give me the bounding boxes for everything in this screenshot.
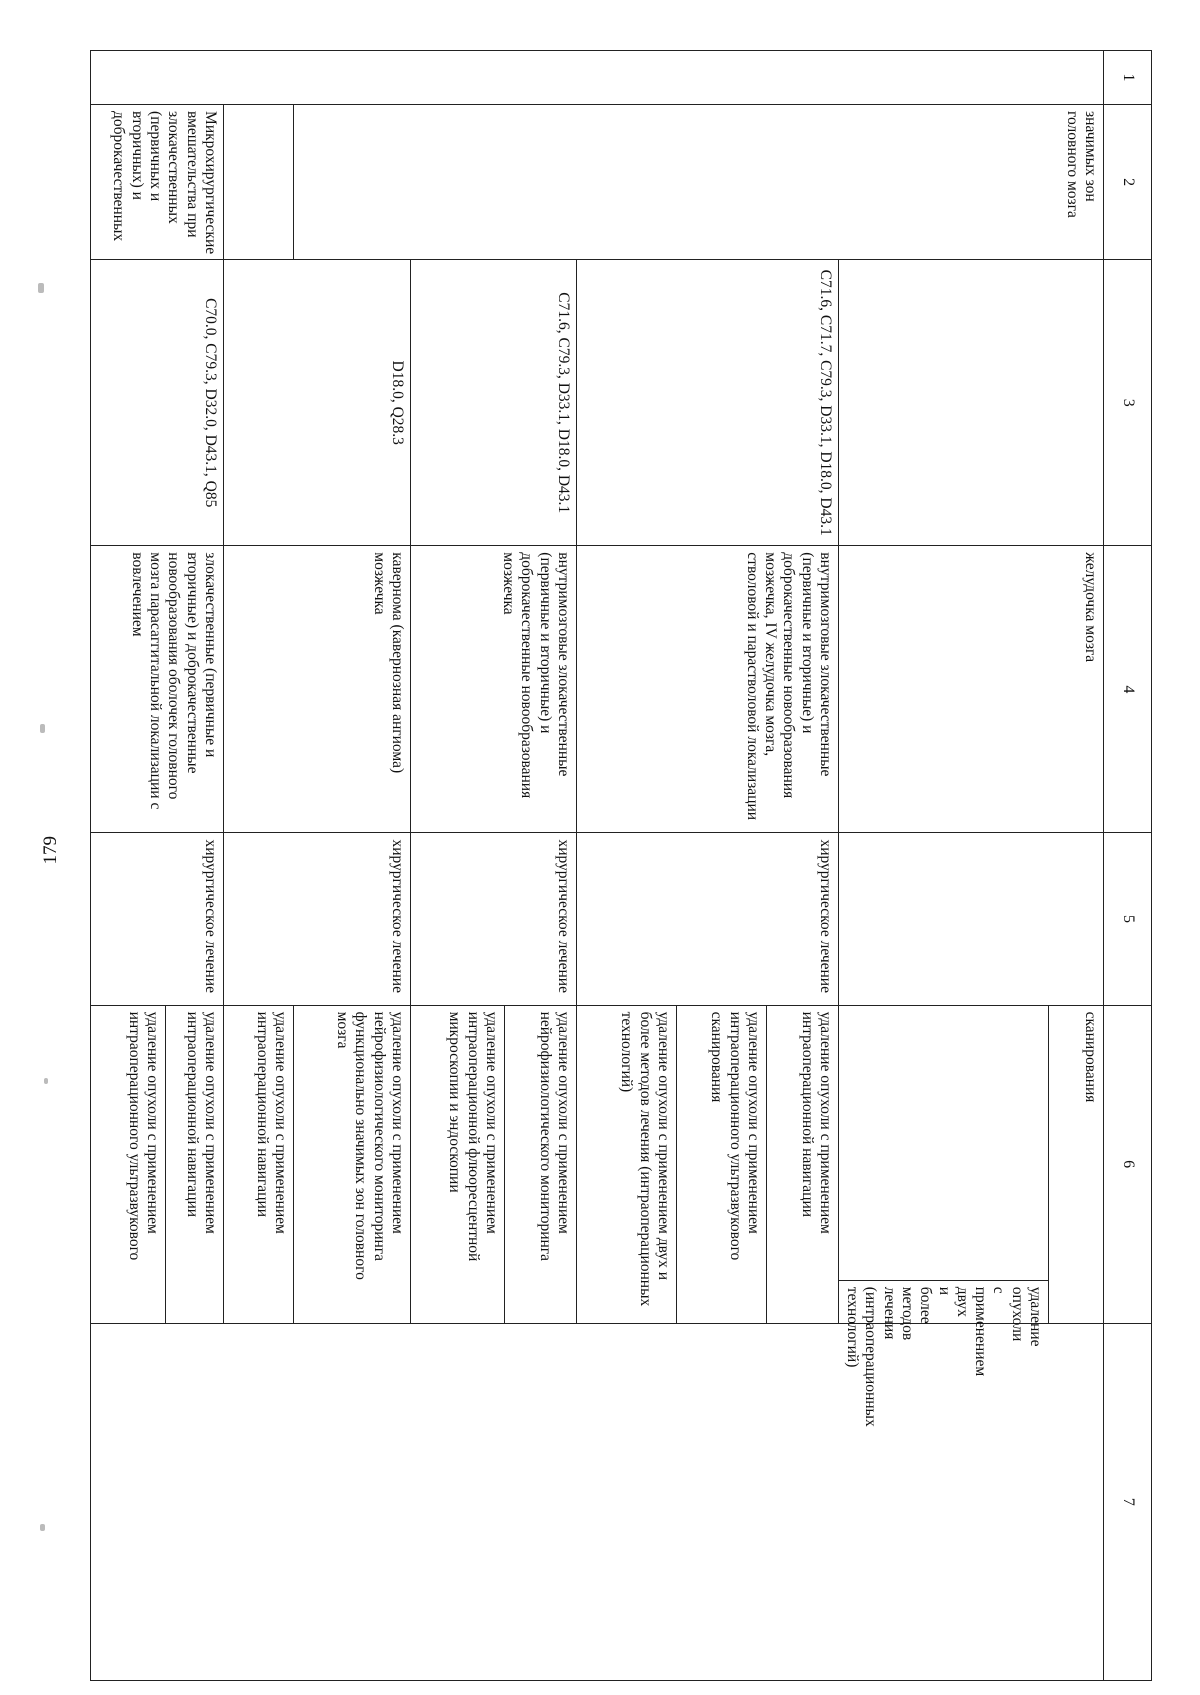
table-cell-method: удаление опухоли с применением двух и более методов лечения (интраоперационных технологий) (576, 1005, 676, 1323)
table-cell-method: удаление опухоли с применением нейрофизиологического мониторинга функционально значимых зон головного мозга (293, 1005, 410, 1323)
header-cell: 7 (1104, 1323, 1152, 1680)
table-cell-col6: удаление опухоли с применением двух и более методов лечения (интраоперационных технологий) (838, 1280, 1048, 1323)
medical-care-table (90, 50, 1152, 1681)
header-row (1104, 51, 1152, 1681)
table-cell-treatment-type: хирургическое лечение (576, 833, 838, 1005)
table-cell-col5 (838, 833, 1103, 1005)
table-cell-icd-codes: C71.6, C79.3, D33.1, D18.0, D43.1 (410, 260, 576, 546)
table-cell-col6: сканирования (1049, 1005, 1104, 1323)
table-cell-procedure-group: Микрохирургические вмешательства при злокачественных (первичных и вторичных) и доброкачественных (90, 105, 223, 260)
table-cell-icd-codes: C71.6, C71.7, C79.3, D33.1, D18.0, D43.1 (576, 260, 838, 546)
table-cell-method: удаление опухоли с применением интраоперационного ультразвукового сканирования (676, 1005, 766, 1323)
scan-speck (40, 1524, 45, 1531)
table-cell-method: удаление опухоли с применением интраоперационной навигации (766, 1005, 838, 1323)
table-cell-method: удаление опухоли с применением интраоперационной навигации (165, 1005, 223, 1323)
header-cell: 3 (1104, 260, 1152, 546)
table-cell-diagnosis: внутримозговые злокачественные (первичные и вторичные) и доброкачественные новообразования мозжечка (410, 546, 576, 833)
table-cell-icd-codes: C70.0, C79.3, D32.0, D43.1, Q85 (90, 260, 223, 546)
scan-speck (40, 724, 45, 733)
table-cell-method: удаление опухоли с применением интраоперационной флюоресцентной микроскопии и эндоскопии (410, 1005, 504, 1323)
table-cell-treatment-type: хирургическое лечение (223, 833, 410, 1005)
table-cell-col1 (90, 51, 1103, 105)
header-cell: 6 (1104, 1005, 1152, 1323)
table-cell-diagnosis: злокачественные (первичные и вторичные) и доброкачественные новообразования оболочек головного мозга парасаггитальной локализации с вовлечением (90, 546, 223, 833)
table-cell-diagnosis: внутримозговые злокачественные (первичные и вторичные) и доброкачественные новообразования мозжечка, IV желудочка мозга, стволовой и парастволовой локализации (576, 546, 838, 833)
table-cell-col7 (90, 1323, 1103, 1680)
scan-speck (38, 283, 44, 293)
table-cell-treatment-type: хирургическое лечение (90, 833, 223, 1005)
table-cell-col2: значимых зон головного мозга (293, 105, 1103, 260)
table-cell-icd-codes: D18.0, Q28.3 (223, 260, 410, 546)
header-cell: 5 (1104, 833, 1152, 1005)
table-cell-col2-blank (223, 105, 293, 260)
table-cell-diagnosis: кавернома (кавернозная ангиома) мозжечка (223, 546, 410, 833)
table-cell-col6-left-gap (838, 1005, 1048, 1280)
table-cell-col3 (838, 260, 1103, 546)
header-cell: 1 (1104, 51, 1152, 105)
table-cell-method: удаление опухоли с применением нейрофизиологического мониторинга (504, 1005, 576, 1323)
table-cell-col4: желудочка мозга (838, 546, 1103, 833)
rotated-page (90, 50, 1152, 1681)
table-row (1049, 51, 1104, 1681)
page-number: 179 (40, 836, 61, 865)
table-cell-method: удаление опухоли с применением интраоперационного ультразвукового (90, 1005, 165, 1323)
header-cell: 4 (1104, 546, 1152, 833)
table-cell-method: удаление опухоли с применением интраоперационной навигации (223, 1005, 293, 1323)
scan-speck (44, 1078, 48, 1084)
table-cell-treatment-type: хирургическое лечение (410, 833, 576, 1005)
header-cell: 2 (1104, 105, 1152, 260)
